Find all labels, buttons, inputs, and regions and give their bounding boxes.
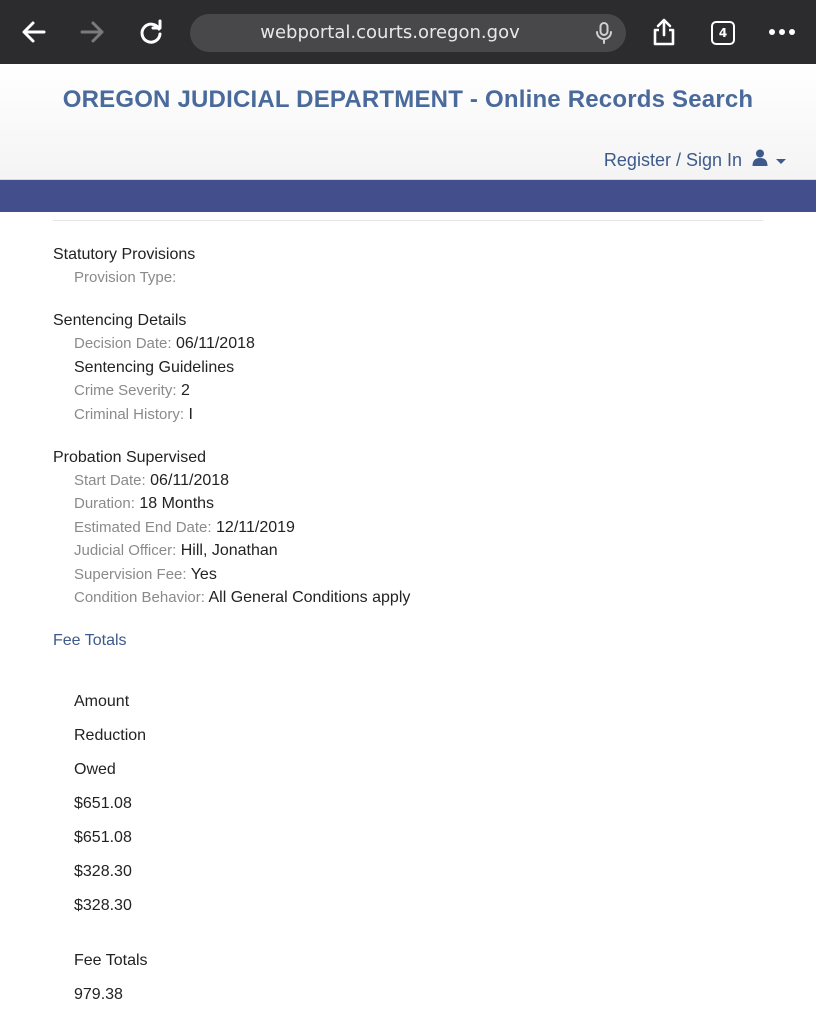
fee-row: Owed — [74, 761, 116, 779]
site-title: OREGON JUDICIAL DEPARTMENT - Online Records Search — [62, 86, 754, 113]
end-date-field — [74, 516, 793, 539]
fee-totals-label: Fee Totals — [74, 952, 148, 970]
chevron-down-icon — [776, 159, 786, 164]
provision-type-label: Provision Type: — [74, 269, 177, 286]
crime-severity-field — [74, 379, 793, 402]
microphone-icon[interactable] — [592, 21, 616, 45]
reload-icon[interactable] — [133, 14, 169, 50]
decision-date-label: Decision Date: — [74, 335, 172, 353]
case-details — [53, 244, 793, 1012]
end-date-value: 12/11/2019 — [216, 518, 295, 536]
more-options-icon[interactable] — [764, 14, 800, 50]
fee-totals-block — [74, 944, 793, 1012]
criminal-history-field — [74, 403, 793, 426]
fee-row: $651.08 — [74, 829, 132, 847]
criminal-history-value: I — [188, 405, 193, 423]
divider — [53, 220, 763, 221]
signin-label: Register / Sign In — [603, 149, 742, 170]
fee-row: $328.30 — [74, 897, 132, 915]
judicial-officer-label: Judicial Officer: — [74, 542, 177, 560]
supervision-fee-field — [74, 563, 793, 586]
start-date-value: 06/11/2018 — [150, 472, 230, 490]
url-text: webportal.courts.oregon.gov — [260, 22, 520, 43]
forward-arrow-icon[interactable] — [74, 14, 110, 50]
browser-toolbar — [0, 0, 816, 64]
condition-behavior-value: All General Conditions apply — [208, 589, 411, 607]
probation-supervised-title: Probation Supervised — [53, 449, 206, 467]
user-icon — [752, 149, 768, 171]
judicial-officer-field — [74, 539, 793, 562]
supervision-fee-value: Yes — [190, 565, 217, 583]
register-signin-link[interactable] — [604, 148, 786, 172]
crime-severity-label: Crime Severity: — [74, 382, 177, 400]
crime-severity-value: 2 — [180, 382, 190, 400]
tabs-count-icon[interactable]: 4 — [711, 21, 735, 45]
criminal-history-label: Criminal History: — [74, 405, 185, 423]
provision-type-field — [74, 266, 793, 289]
fee-row: $651.08 — [74, 795, 132, 813]
fee-list — [74, 685, 793, 923]
share-icon[interactable] — [646, 14, 682, 50]
statutory-provisions-title: Statutory Provisions — [53, 246, 196, 263]
supervision-fee-label: Supervision Fee: — [74, 565, 187, 583]
judicial-officer-value: Hill, Jonathan — [180, 542, 278, 560]
back-arrow-icon[interactable] — [16, 14, 52, 50]
start-date-field — [74, 469, 793, 492]
start-date-label: Start Date: — [74, 472, 146, 490]
duration-field — [74, 492, 793, 515]
condition-behavior-field — [74, 586, 793, 609]
decision-date-value: 06/11/2018 — [176, 335, 255, 353]
address-bar[interactable] — [190, 14, 626, 52]
nav-band — [0, 180, 816, 212]
fee-totals-value: 979.38 — [74, 986, 123, 1004]
duration-value: 18 Months — [139, 495, 215, 513]
site-header — [0, 64, 816, 180]
fee-totals-link[interactable]: Fee Totals — [53, 632, 127, 650]
condition-behavior-label: Condition Behavior: — [74, 589, 205, 607]
decision-date-field — [74, 332, 793, 355]
duration-label: Duration: — [74, 495, 135, 513]
sentencing-guidelines-title: Sentencing Guidelines — [74, 358, 235, 376]
sentencing-details-title: Sentencing Details — [53, 312, 187, 330]
fee-row: $328.30 — [74, 863, 132, 881]
fee-row: Reduction — [74, 727, 147, 745]
fee-row: Amount — [74, 693, 130, 711]
end-date-label: Estimated End Date: — [74, 518, 212, 536]
